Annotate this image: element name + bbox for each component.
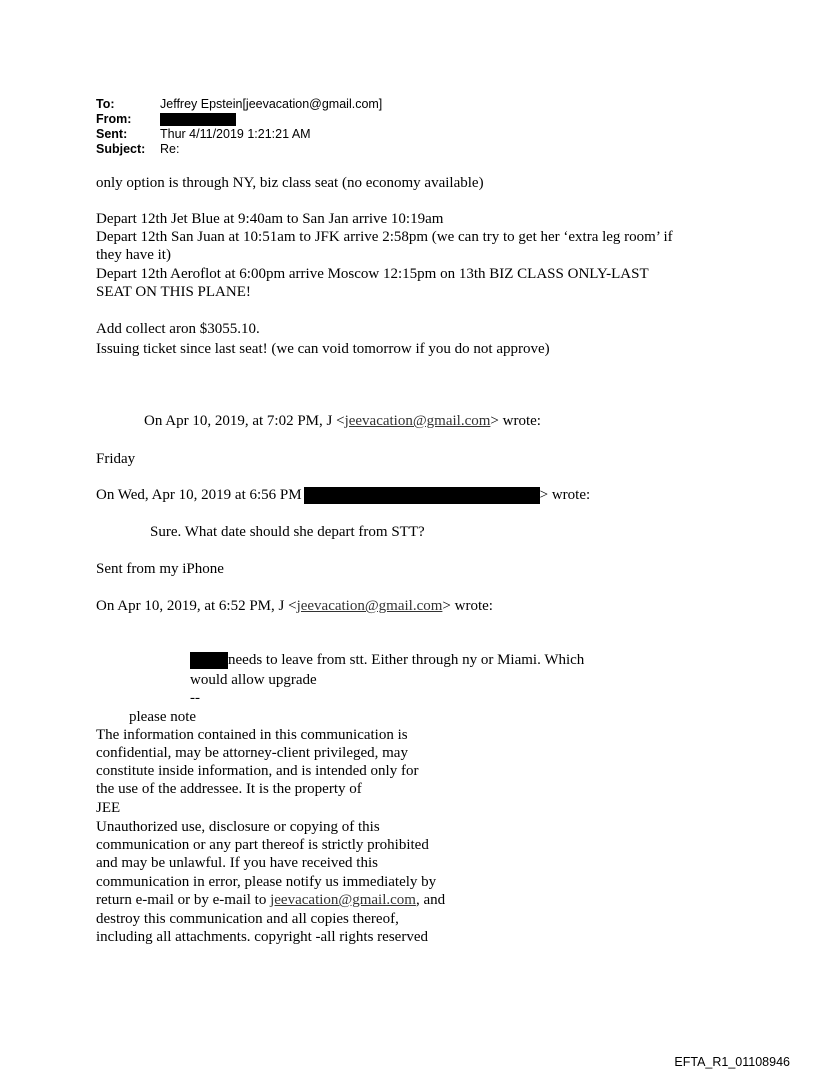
quote-text: needs to leave from stt. Either through ny or Miami. Which [228, 652, 585, 668]
quote-attribution-text: On Wed, Apr 10, 2019 at 6:56 PM [96, 487, 302, 503]
from-label: From: [96, 112, 132, 126]
redaction-block [304, 487, 540, 504]
quote-attribution-2 [96, 486, 590, 504]
to-value: Jeffrey Epstein[jeevacation@gmail.com] [160, 97, 383, 111]
disclaimer-line: and may be unlawful. If you have received this [96, 855, 378, 871]
itinerary-line-3: Depart 12th Aeroflot at 6:00pm arrive Moscow 12:15pm on 13th BIZ CLASS ONLY-LAST [96, 266, 649, 282]
disclaimer-line: confidential, may be attorney-client privileged, may [96, 745, 408, 761]
disclaimer-line: JEE [96, 800, 121, 816]
redaction-block [190, 652, 228, 669]
sent-label: Sent: [96, 127, 128, 141]
disclaimer-line: constitute inside information, and is intended only for [96, 763, 419, 779]
body-line: only option is through NY, biz class seat (no economy available) [96, 175, 484, 191]
quote-attribution-text: > wrote: [490, 413, 541, 429]
quote-attribution-3 [96, 597, 493, 615]
email-link[interactable]: jeevacation@gmail.com [296, 598, 443, 614]
disclaimer-line: communication or any part thereof is strictly prohibited [96, 837, 429, 853]
quote-text-3-cont: would allow upgrade [190, 672, 317, 688]
sent-value: Thur 4/11/2019 1:21:21 AM [160, 127, 311, 141]
subject-value: Re: [160, 142, 180, 156]
quote-attribution-text: > wrote: [442, 598, 493, 614]
disclaimer-line: including all attachments. copyright -all rights reserved [96, 929, 428, 945]
email-link[interactable]: jeevacation@gmail.com [270, 892, 416, 908]
itinerary-line-2-cont: they have it) [96, 247, 171, 263]
disclaimer-line: Unauthorized use, disclosure or copying of this [96, 819, 380, 835]
signature-separator: -- [190, 690, 200, 706]
quote-attribution-text: On Apr 10, 2019, at 7:02 PM, J < [144, 413, 345, 429]
quote-attribution-1 [144, 412, 541, 430]
disclaimer-line: the use of the addressee. It is the property of [96, 781, 362, 797]
signature-line: Sent from my iPhone [96, 561, 224, 577]
quote-text-1: Friday [96, 451, 136, 467]
disclaimer-heading: please note [129, 709, 197, 725]
document-id: EFTA_R1_01108946 [674, 1055, 790, 1069]
disclaimer-line [96, 891, 445, 909]
quote-text-3 [190, 651, 584, 669]
itinerary-line-2: Depart 12th San Juan at 10:51am to JFK arrive 2:58pm (we can try to get her ‘extra leg room’ if [96, 229, 673, 245]
disclaimer-text: return e-mail or by e-mail to [96, 892, 271, 908]
itinerary-line-1: Depart 12th Jet Blue at 9:40am to San Jan arrive 10:19am [96, 211, 444, 227]
disclaimer-text: , and [415, 892, 446, 908]
disclaimer-line: communication in error, please notify us immediately by [96, 874, 437, 890]
from-value [160, 112, 236, 127]
issuing-line: Issuing ticket since last seat! (we can void tomorrow if you do not approve) [96, 341, 550, 357]
collect-line: Add collect aron $3055.10. [96, 321, 260, 337]
subject-label: Subject: [96, 142, 146, 156]
quote-text-2: Sure. What date should she depart from STT? [150, 524, 425, 540]
quote-attribution-text: > wrote: [539, 487, 591, 503]
disclaimer-line: destroy this communication and all copies thereof, [96, 911, 399, 927]
email-link[interactable]: jeevacation@gmail.com [344, 413, 491, 429]
to-label: To: [96, 97, 115, 111]
disclaimer-line: The information contained in this communication is [96, 727, 408, 743]
itinerary-line-3-cont: SEAT ON THIS PLANE! [96, 284, 251, 300]
quote-attribution-text: On Apr 10, 2019, at 6:52 PM, J < [96, 598, 297, 614]
redaction-block [160, 113, 236, 126]
